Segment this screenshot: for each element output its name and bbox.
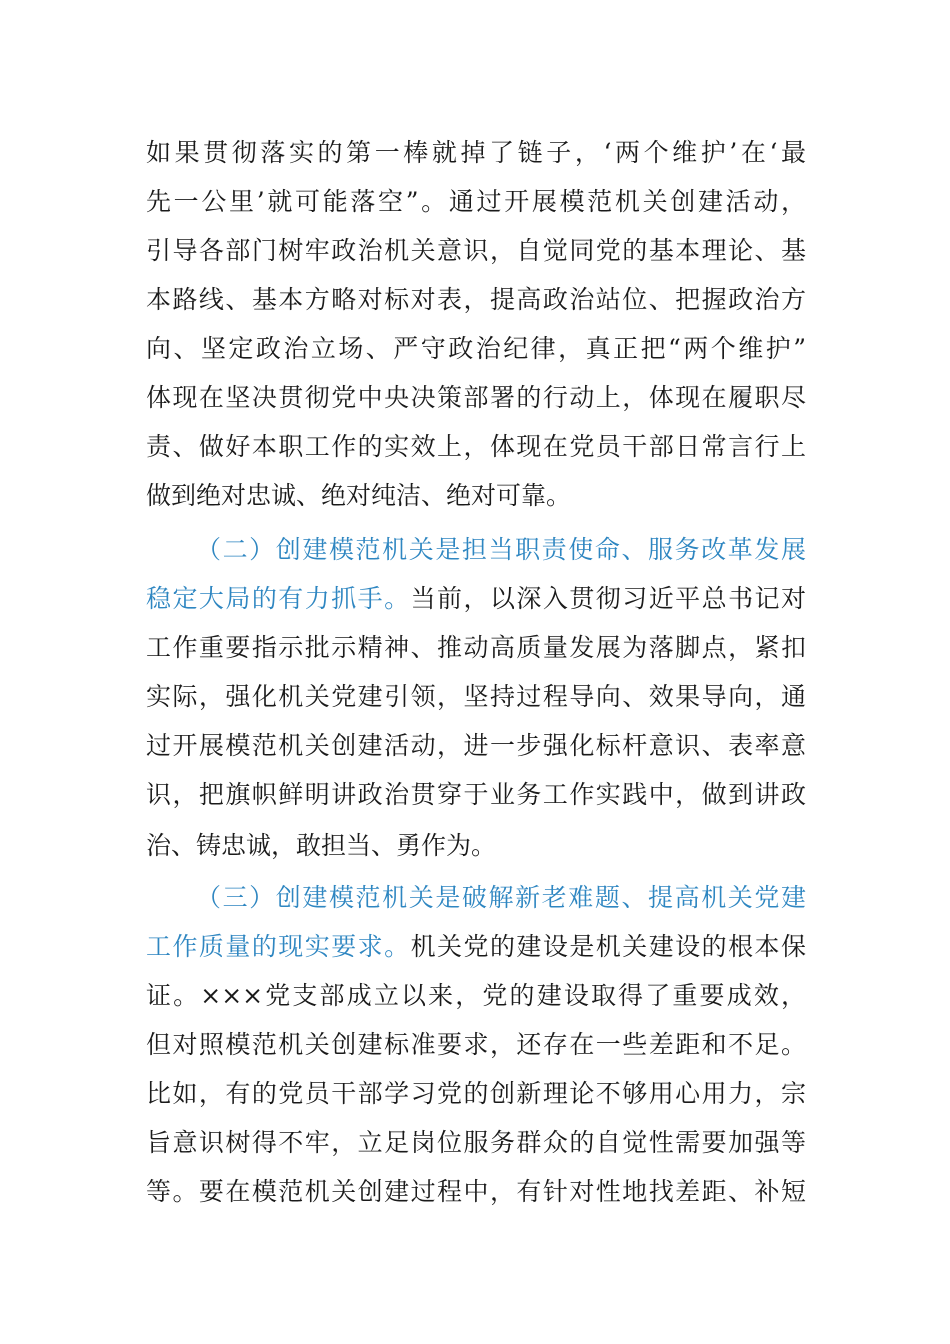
paragraph-line: 体现在坚决贯彻党中央决策部署的行动上，体现在履职尽 [146, 383, 806, 412]
paragraph-line: 工作重要指示批示精神、推动高质量发展为落脚点，紧扣 [146, 633, 806, 662]
paragraph-line: 但对照模范机关创建标准要求，还存在一些差距和不足。 [146, 1030, 806, 1059]
section-heading: （二）创建模范机关是担当职责使命、服务改革发展 [196, 535, 806, 564]
paragraph-line: 做到绝对忠诚、绝对纯洁、绝对可靠。 [146, 481, 572, 510]
paragraph-text: 机关党的建设是机关建设的根本保 [410, 932, 806, 961]
paragraph-line: 责、做好本职工作的实效上，体现在党员干部日常言行上 [146, 432, 806, 461]
paragraph-line: 旨意识树得不牢，立足岗位服务群众的自觉性需要加强等 [146, 1128, 806, 1157]
paragraph-line: 向、坚定政治立场、严守政治纪律，真正把“两个维护” [146, 334, 806, 363]
paragraph-line: 实际，强化机关党建引领，坚持过程导向、效果导向，通 [146, 682, 806, 711]
paragraph-line: 比如，有的党员干部学习党的创新理论不够用心用力，宗 [146, 1079, 806, 1108]
paragraph-line: 引导各部门树牢政治机关意识，自觉同党的基本理论、基 [146, 236, 806, 265]
paragraph-text: 当前，以深入贯彻习近平总书记对 [410, 584, 806, 613]
paragraph-line: 先一公里’就可能落空”。通过开展模范机关创建活动， [146, 187, 806, 216]
paragraph-line [146, 579, 806, 619]
paragraph-line: 治、铸忠诚，敢担当、勇作为。 [146, 831, 497, 860]
paragraph-line: 过开展模范机关创建活动，进一步强化标杆意识、表率意 [146, 731, 806, 760]
paragraph-line: 等。要在模范机关创建过程中，有针对性地找差距、补短 [146, 1177, 806, 1206]
section-heading: （三）创建模范机关是破解新老难题、提高机关党建 [196, 883, 806, 912]
section-heading-end: 工作质量的现实要求。 [146, 932, 411, 961]
paragraph-line: 如果贯彻落实的第一棒就掉了链子，‘两个维护’在‘最 [146, 138, 806, 167]
paragraph-line: 识，把旗帜鲜明讲政治贯穿于业务工作实践中，做到讲政 [146, 780, 806, 809]
paragraph-line: 证。×××党支部成立以来，党的建设取得了重要成效， [146, 981, 806, 1010]
section-heading-end: 稳定大局的有力抓手。 [146, 584, 411, 613]
paragraph-line [146, 927, 806, 967]
paragraph-line: 本路线、基本方略对标对表，提高政治站位、把握政治方 [146, 285, 806, 314]
